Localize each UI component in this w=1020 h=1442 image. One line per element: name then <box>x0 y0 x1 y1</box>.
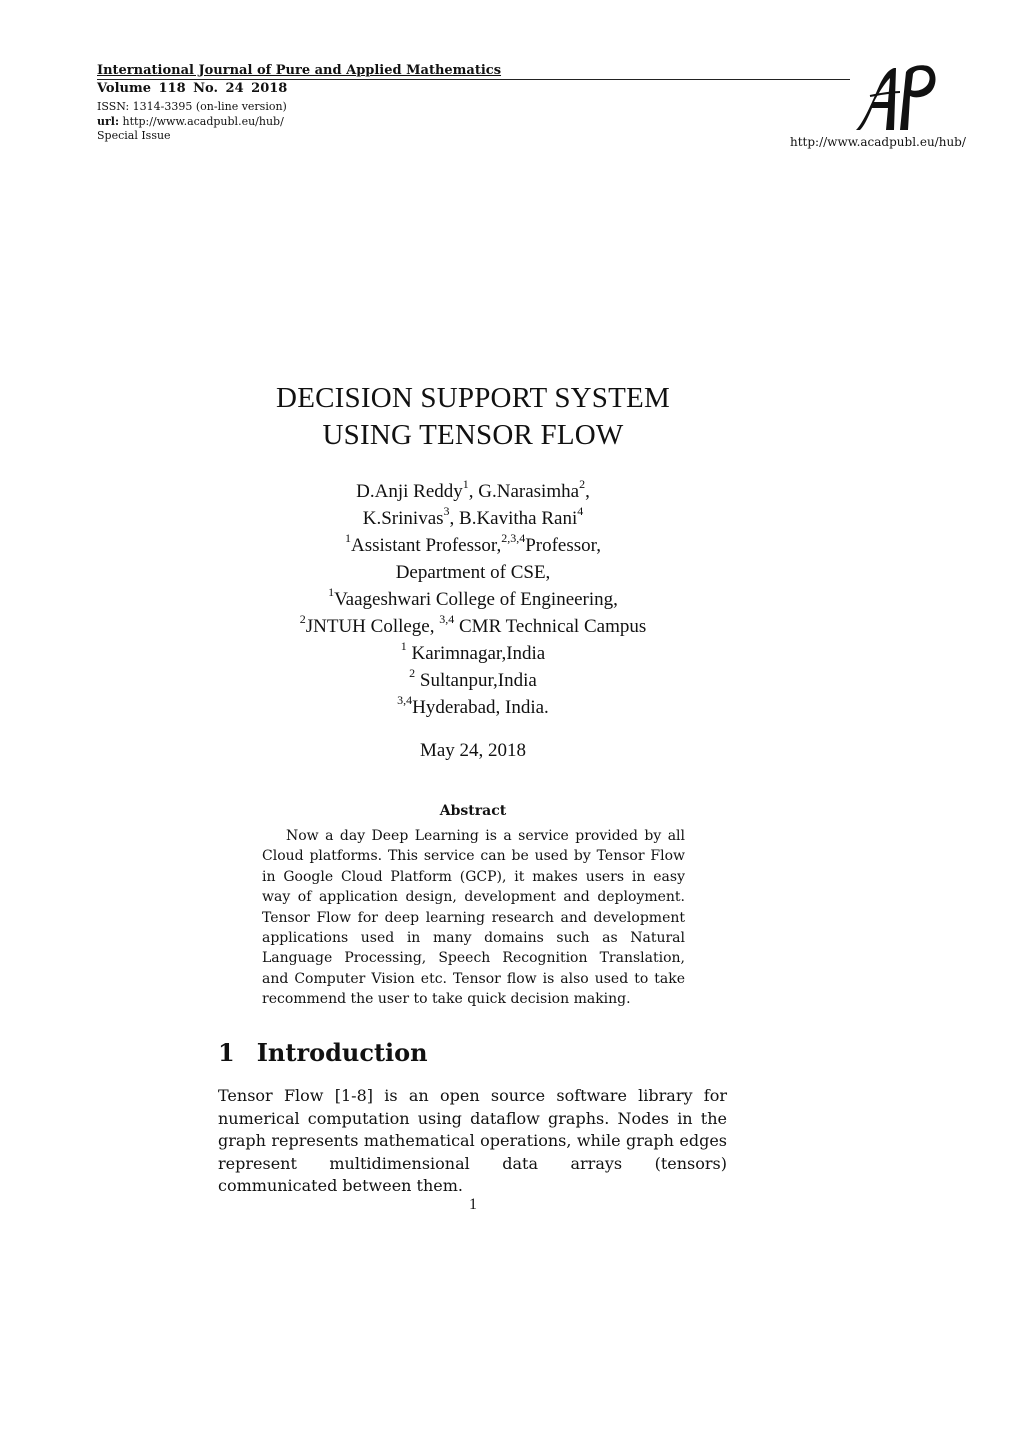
author-block <box>0 478 946 721</box>
affiliation-line-roles <box>0 532 946 559</box>
affiliation-mark: 1 <box>328 584 335 599</box>
section-number: 1 <box>218 1038 235 1067</box>
affiliation-mark: 1 <box>400 638 407 653</box>
author-name: K.Srinivas <box>362 508 444 529</box>
role: Professor, <box>525 535 601 556</box>
institution: CMR Technical Campus <box>454 616 647 637</box>
institution: Vaageshwari College of Engineering, <box>334 589 618 610</box>
logo-glyph <box>856 65 936 130</box>
publisher-url[interactable]: http://www.acadpubl.eu/hub/ <box>790 135 966 149</box>
introduction-paragraph: Tensor Flow [1-8] is an open source software library for numerical computation using dataflow graphs. Nodes in the graph represents mathematical operations, while graph edges represent multidimensional data arrays (tensors) communicated between them. <box>218 1086 727 1196</box>
title-line-1: DECISION SUPPORT SYSTEM <box>276 382 670 414</box>
paper-title <box>0 380 946 454</box>
affiliation-mark: 1 <box>345 530 352 545</box>
separator: , <box>585 481 590 502</box>
abstract-body: Now a day Deep Learning is a service provided by all Cloud platforms. This service can be used by Tensor Flow in Google Cloud Platform (GCP), it makes users in easy way of application design, development and deployment. Tensor Flow for deep learning research and development applications used in many domains such as Natural Language Processing, Speech Recognition Translation, and Computer Vision etc. Tensor flow is also used to take recommend the user to take quick decision making. <box>262 828 685 1008</box>
role: Assistant Professor, <box>351 535 502 556</box>
affiliation-line-college-2 <box>0 613 946 640</box>
affiliation-mark: 2 <box>579 476 586 491</box>
affiliation-mark: 2 <box>409 665 416 680</box>
author-name: , G.Narasimha <box>468 481 580 502</box>
affiliation-mark: 3,4 <box>397 692 413 707</box>
affiliation-mark: 2,3,4 <box>501 530 526 545</box>
location-line-1 <box>0 640 946 667</box>
affiliation-mark: 1 <box>462 476 469 491</box>
affiliation-mark: 3,4 <box>439 611 455 626</box>
paper-date: May 24, 2018 <box>419 740 527 761</box>
location-line-2 <box>0 667 946 694</box>
author-line-1 <box>0 478 946 505</box>
header-rule <box>97 79 850 80</box>
page-number: 1 <box>469 1196 477 1213</box>
author-line-2 <box>0 505 946 532</box>
affiliation-line-department: Department of CSE, <box>395 562 551 583</box>
abstract-heading: Abstract <box>439 803 507 819</box>
volume-line: Volume 118 No. 24 2018 <box>97 81 288 96</box>
section-heading <box>218 1038 428 1067</box>
publisher-logo <box>850 62 940 134</box>
journal-name: International Journal of Pure and Applied Mathematics <box>97 63 502 78</box>
author-name: D.Anji Reddy <box>356 481 463 502</box>
url-link[interactable]: http://www.acadpubl.eu/hub/ <box>122 115 284 128</box>
url-label: url: <box>97 115 120 128</box>
location: Karimnagar,India <box>406 643 546 664</box>
location: Sultanpur,India <box>415 670 537 691</box>
title-line-2: USING TENSOR FLOW <box>322 419 624 451</box>
affiliation-mark: 3 <box>443 503 450 518</box>
url-line <box>97 115 284 128</box>
issn-line: ISSN: 1314-3395 (on-line version) <box>97 100 287 113</box>
institution: JNTUH College, <box>305 616 440 637</box>
section-title: Introduction <box>256 1038 428 1067</box>
special-issue-label: Special Issue <box>97 129 171 142</box>
affiliation-mark: 2 <box>299 611 306 626</box>
affiliation-mark: 4 <box>577 503 584 518</box>
location-line-3 <box>0 694 946 721</box>
affiliation-line-college-1 <box>0 586 946 613</box>
location: Hyderabad, India. <box>412 697 549 718</box>
author-name: , B.Kavitha Rani <box>449 508 578 529</box>
